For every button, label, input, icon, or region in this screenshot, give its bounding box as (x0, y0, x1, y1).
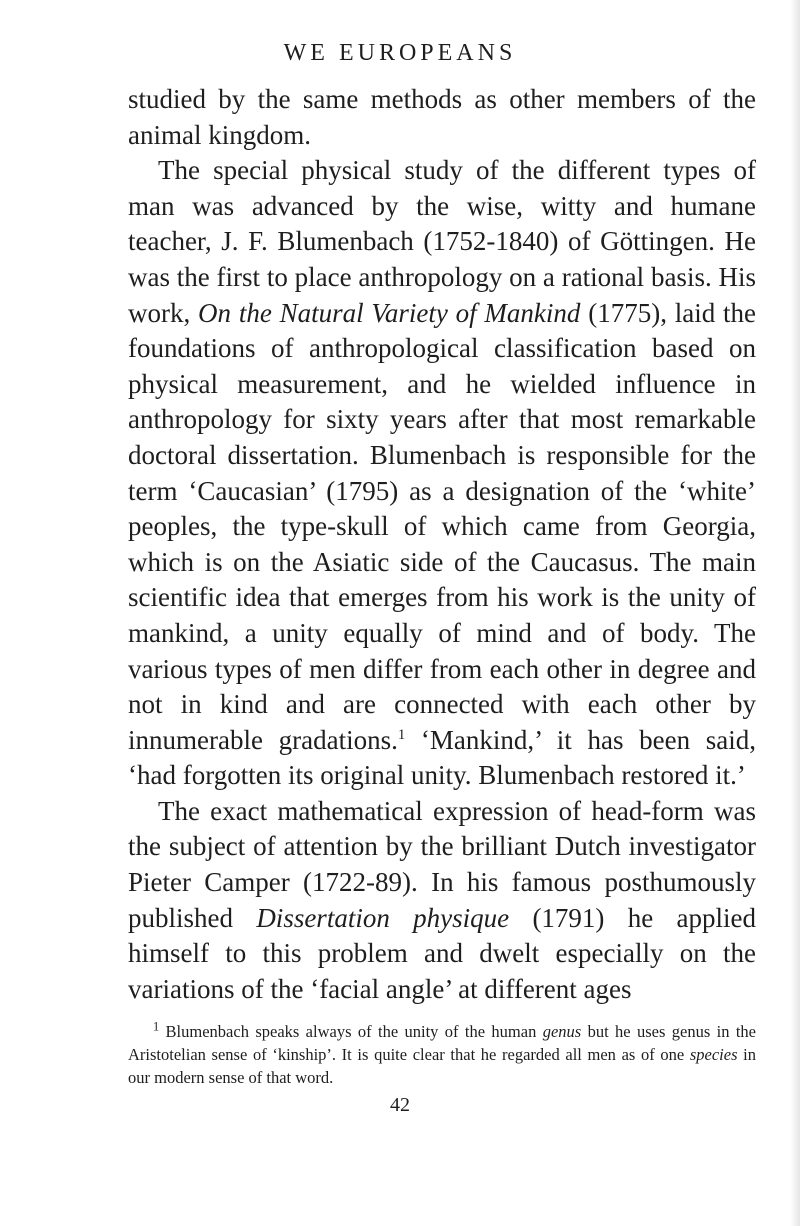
paragraph (128, 153, 756, 794)
text-run: in our modern sense of that word. (128, 1045, 756, 1087)
page-edge-shadow (790, 0, 800, 1226)
paragraph (128, 794, 756, 1008)
footnotes (128, 1020, 756, 1089)
text-run: ‘Mankind,’ it has been said, ‘had forgotten its original unity. Blumenbach restored it.’ (128, 724, 756, 791)
italic-title: genus (542, 1022, 582, 1041)
italic-title: Dissertation physique (256, 902, 510, 933)
text-run: studied by the same methods as other members of the animal kingdom. (128, 84, 756, 150)
text-run: but he uses genus in the Aristotelian sense of ‘kinship’. It is quite clear that he regarded all men as of one (128, 1022, 756, 1064)
italic-title: species (689, 1045, 738, 1064)
running-head: WE EUROPEANS (283, 40, 517, 66)
paragraph (128, 82, 756, 153)
text-run: (1775), laid the foundations of anthropological classification based on physical measurement, and he wielded influence in anthropology for sixty years after that most remarkable doctoral dissertation. Blumenbach is responsible for the term ‘Caucasian’ (1795) as a designation of the ‘white’ peoples, the type-skull of which came from Georgia, which is on the Asiatic side of the Caucasus. The main scientific idea that emerges from his work is the unity of mankind, a unity equally of mind and of body. The various types of men differ from each other in degree and not in kind and are connected with each other by innumerable gradations. (128, 297, 756, 755)
text-run: Blumenbach speaks always of the unity of the human (159, 1022, 543, 1041)
footnote-ref: 1 (397, 726, 406, 743)
text-run: The exact mathematical expression of head-form was the subject of attention by the brilliant Dutch investigator Pieter Camper (1722-89). In his famous posthumously published (128, 795, 756, 933)
text-run: The special physical study of the different types of man was advanced by the wise, witty and humane teacher, J. F. Blumenbach (1752-1840) of Göttingen. He was the first to place anthropology on a rational basis. His work, (128, 155, 756, 328)
footnote (128, 1020, 756, 1089)
footnote-ref: 1 (153, 1019, 160, 1034)
page-number: 42 (390, 1094, 410, 1116)
text-run: (1791) he applied himself to this problem and dwelt especially on the variations of the ‘facial angle’ at different ages (128, 902, 756, 1004)
body-text (128, 82, 756, 1007)
italic-title: On the Natural Variety of Mankind (198, 297, 581, 328)
